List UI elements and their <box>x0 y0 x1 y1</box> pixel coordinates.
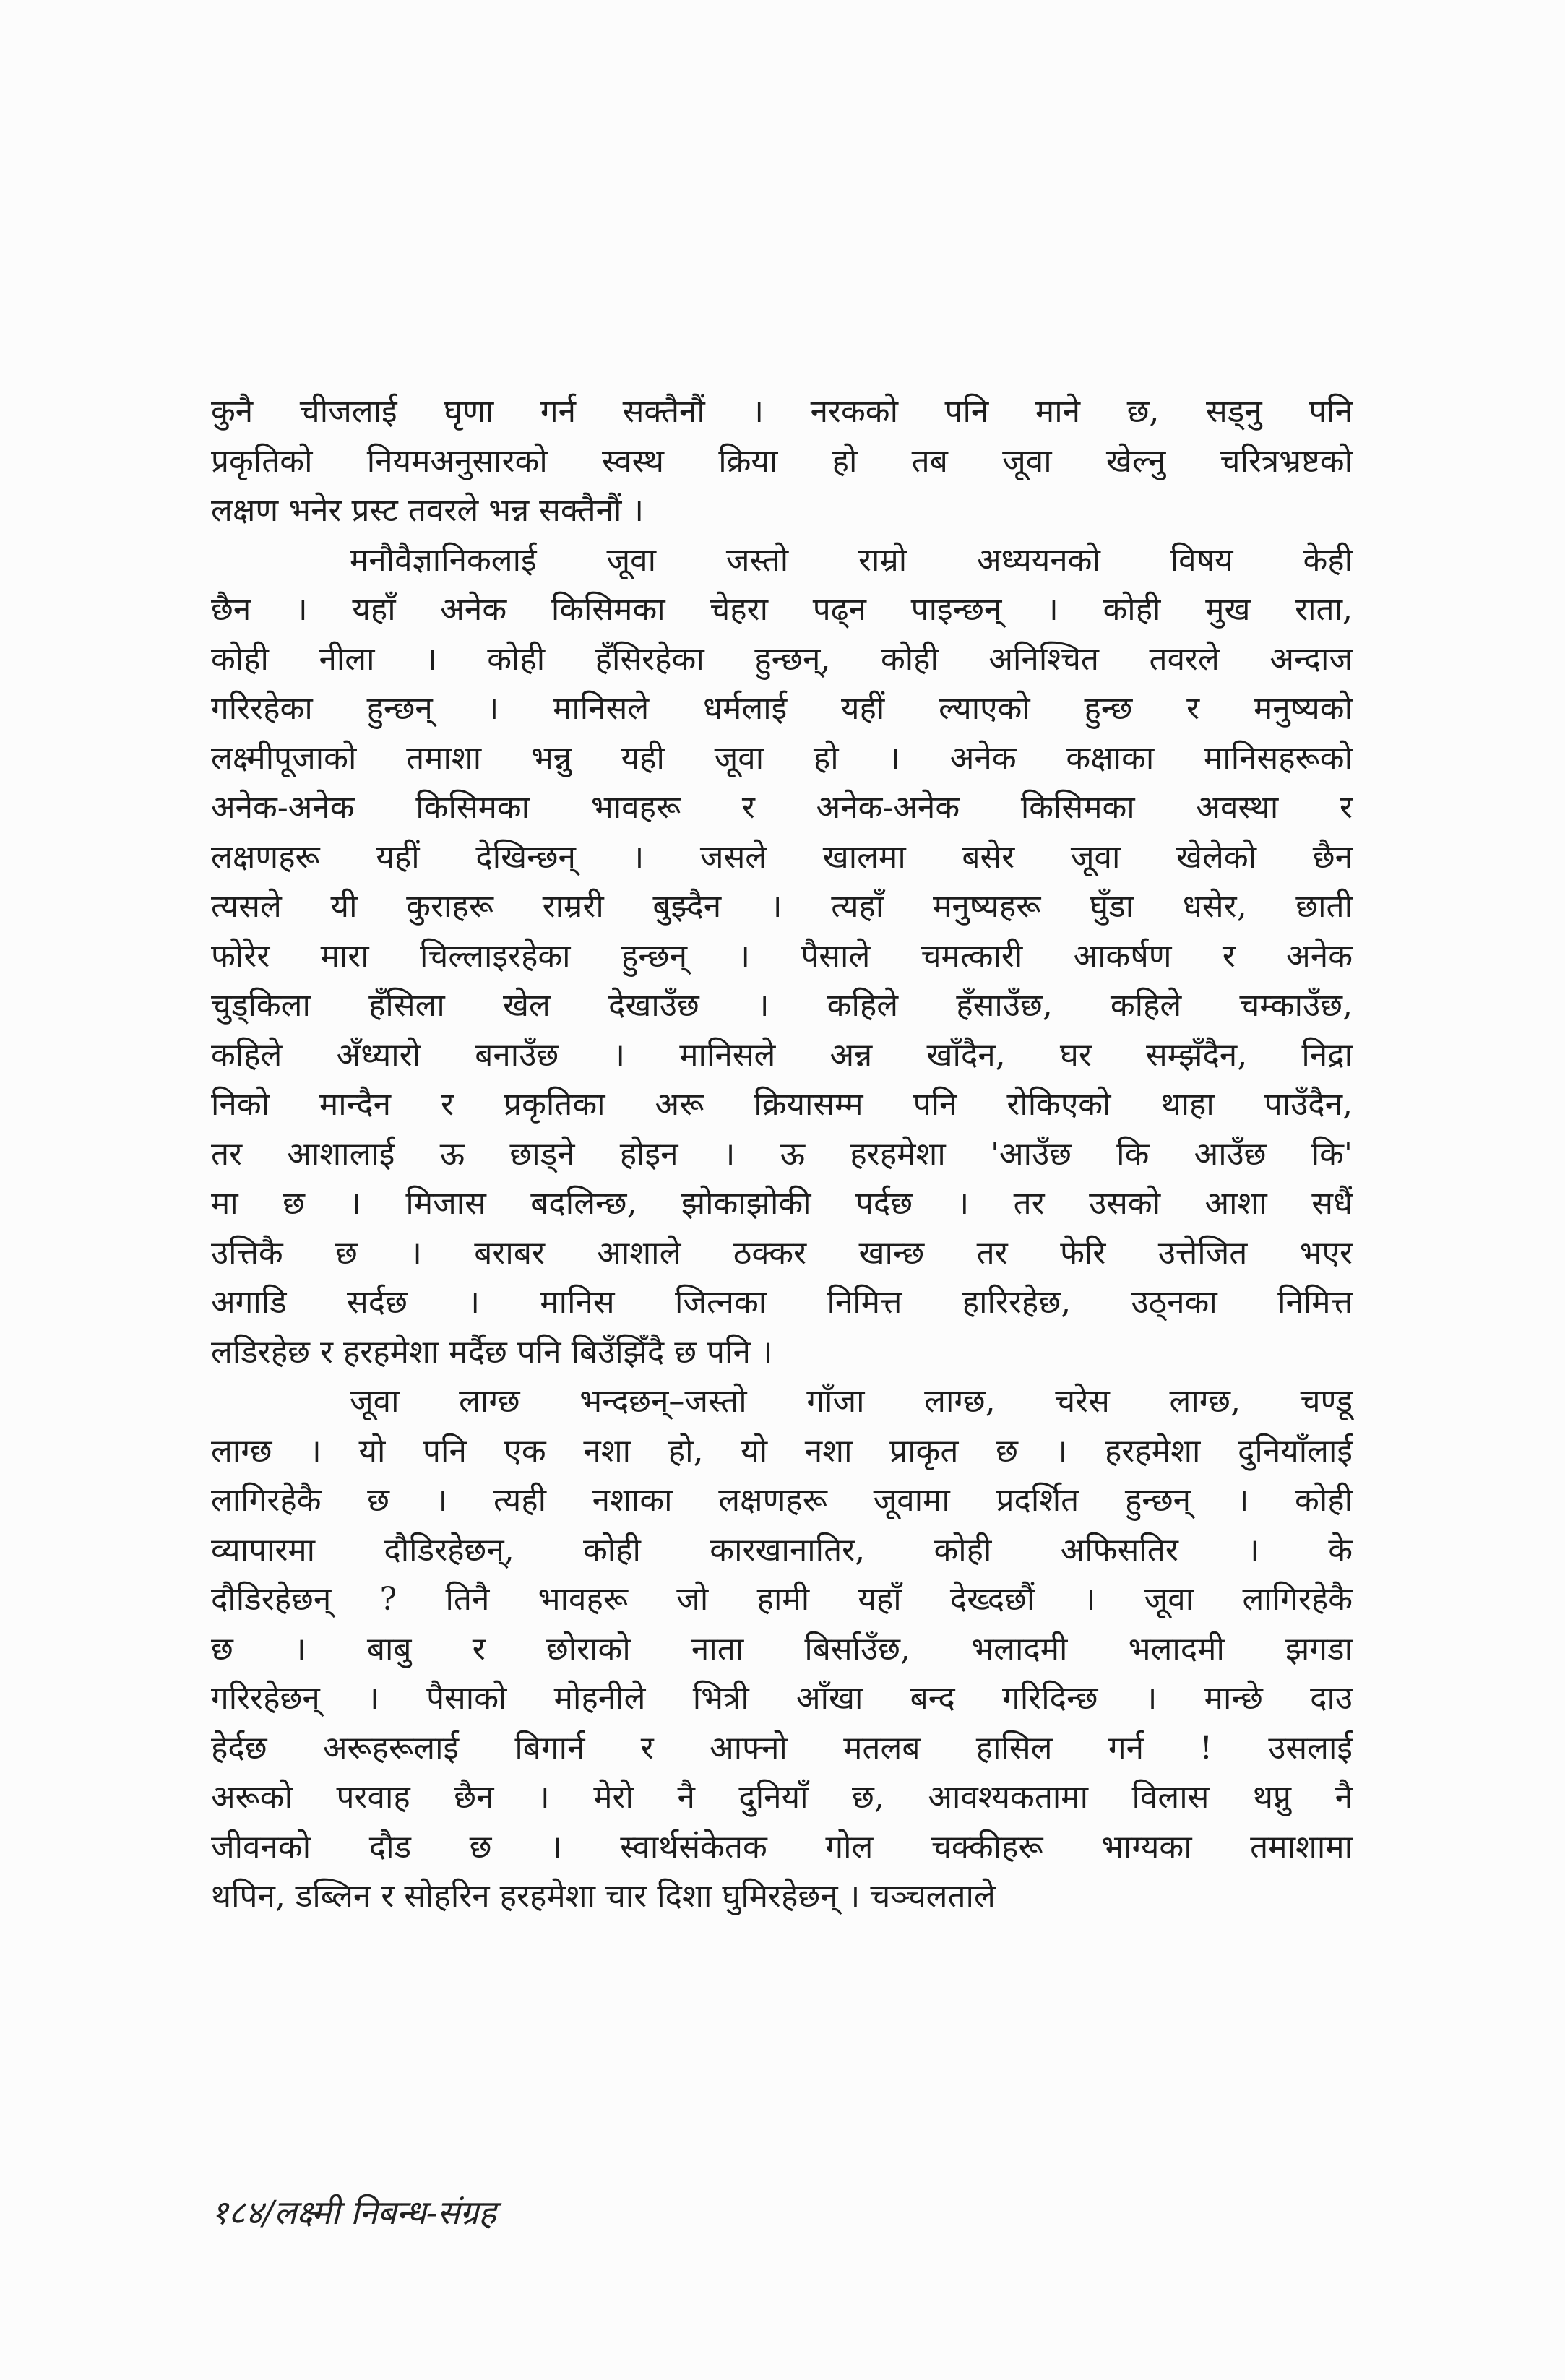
text-line: जूवा लाग्छ भन्दछन्–जस्तो गाँजा लाग्छ, चरेस लाग्छ, चण्डू <box>350 1383 1353 1420</box>
text-line: मा छ । मिजास बदलिन्छ, झोकाझोकी पर्दछ । तर उसको आशा सधैं <box>211 1185 1353 1222</box>
text-line: छ । बाबु र छोराको नाता बिर्साउँछ, भलादमी भलादमी झगडा <box>211 1630 1353 1668</box>
paragraph <box>211 536 1353 1378</box>
text-line: मनौवैज्ञानिकलाई जूवा जस्तो राम्रो अध्ययनको विषय केही <box>350 541 1353 579</box>
text-line: कोही नीला । कोही हँसिरहेका हुन्छन्, कोही अनिश्चित तवरले अन्दाज <box>211 640 1353 678</box>
text-line: लक्ष्मीपूजाको तमाशा भन्नु यही जूवा हो । अनेक कक्षाका मानिसहरूको <box>211 739 1353 777</box>
paragraph <box>211 387 1353 536</box>
paragraph <box>211 1377 1353 1922</box>
text-line: कहिले अँध्यारो बनाउँछ । मानिसले अन्न खाँदैन, घर सम्झँदैन, निद्रा <box>211 1036 1353 1074</box>
text-line: हेर्दछ अरूहरूलाई बिगार्न र आफ्नो मतलब हासिल गर्न ! उसलाई <box>211 1729 1353 1767</box>
text-line: दौडिरहेछन् ? तिनै भावहरू जो हामी यहाँ देख्दछौं । जूवा लागिरहेकै <box>211 1581 1353 1618</box>
text-line: अगाडि सर्दछ । मानिस जित्नका निमित्त हारिरहेछ, उठ्नका निमित्त <box>211 1284 1353 1321</box>
text-line: फोरेर मारा चिल्लाइरहेका हुन्छन् । पैसाले चमत्कारी आकर्षण र अनेक <box>211 937 1353 975</box>
text-line: लक्षण भनेर प्रस्ट तवरले भन्न सक्तैनौं । <box>211 492 644 529</box>
text-line: उत्तिकै छ । बराबर आशाले ठक्कर खान्छ तर फेरि उत्तेजित भएर <box>211 1234 1353 1272</box>
text-line: गरिरहेछन् । पैसाको मोहनीले भित्री आँखा बन्द गरिदिन्छ । मान्छे दाउ <box>211 1680 1353 1717</box>
text-line: अनेक-अनेक किसिमका भावहरू र अनेक-अनेक किसिमका अवस्था र <box>211 789 1353 826</box>
text-line: त्यसले यी कुराहरू राम्ररी बुझ्दैन । त्यहाँ मनुष्यहरू घुँडा धसेर, छाती <box>211 888 1353 925</box>
text-line: अरूको परवाह छैन । मेरो नै दुनियाँ छ, आवश्यकतामा विलास थप्नु नै <box>211 1779 1353 1816</box>
text-line: चुड्किला हँसिला खेल देखाउँछ । कहिले हँसाउँछ, कहिले चम्काउँछ, <box>211 987 1353 1024</box>
text-line: तर आशालाई ऊ छाड्ने होइन । ऊ हरहमेशा 'आउँछ कि आउँछ कि' <box>211 1135 1353 1173</box>
body-text <box>211 387 1353 1922</box>
text-line: लागिरहेकै छ । त्यही नशाका लक्षणहरू जूवामा प्रदर्शित हुन्छन् । कोही <box>211 1482 1353 1519</box>
text-line: जीवनको दौड छ । स्वार्थसंकेतक गोल चक्कीहरू भाग्यका तमाशामा <box>211 1828 1353 1866</box>
text-line: कुनै चीजलाई घृणा गर्न सक्तैनौं । नरकको पनि माने छ, सड्नु पनि <box>211 393 1353 430</box>
text-line: लडिरहेछ र हरहमेशा मर्दैछ पनि बिउँझिँदै छ पनि । <box>211 1333 773 1371</box>
text-line: लक्षणहरू यहीं देखिन्छन् । जसले खालमा बसेर जूवा खेलेको छैन <box>211 838 1353 876</box>
text-line: प्रकृतिको नियमअनुसारको स्वस्थ क्रिया हो तब जूवा खेल्नु चरित्रभ्रष्टको <box>211 442 1353 480</box>
text-line: थपिन, डब्लिन र सोहरिन हरहमेशा चार दिशा घुमिरहेछन् । चञ्चलताले <box>211 1878 996 1915</box>
page-footer: १८४/लक्ष्मी निबन्ध-संग्रह <box>211 2193 496 2232</box>
text-line: लाग्छ । यो पनि एक नशा हो, यो नशा प्राकृत छ । हरहमेशा दुनियाँलाई <box>211 1432 1353 1470</box>
text-line: छैन । यहाँ अनेक किसिमका चेहरा पढ्न पाइन्छन् । कोही मुख राता, <box>211 591 1353 628</box>
text-line: गरिरहेका हुन्छन् । मानिसले धर्मलाई यहीं ल्याएको हुन्छ र मनुष्यको <box>211 690 1353 727</box>
text-line: निको मान्दैन र प्रकृतिका अरू क्रियासम्म पनि रोकिएको थाहा पाउँदैन, <box>211 1086 1353 1123</box>
text-line: व्यापारमा दौडिरहेछन्, कोही कारखानातिर, कोही अफिसतिर । के <box>211 1531 1353 1569</box>
